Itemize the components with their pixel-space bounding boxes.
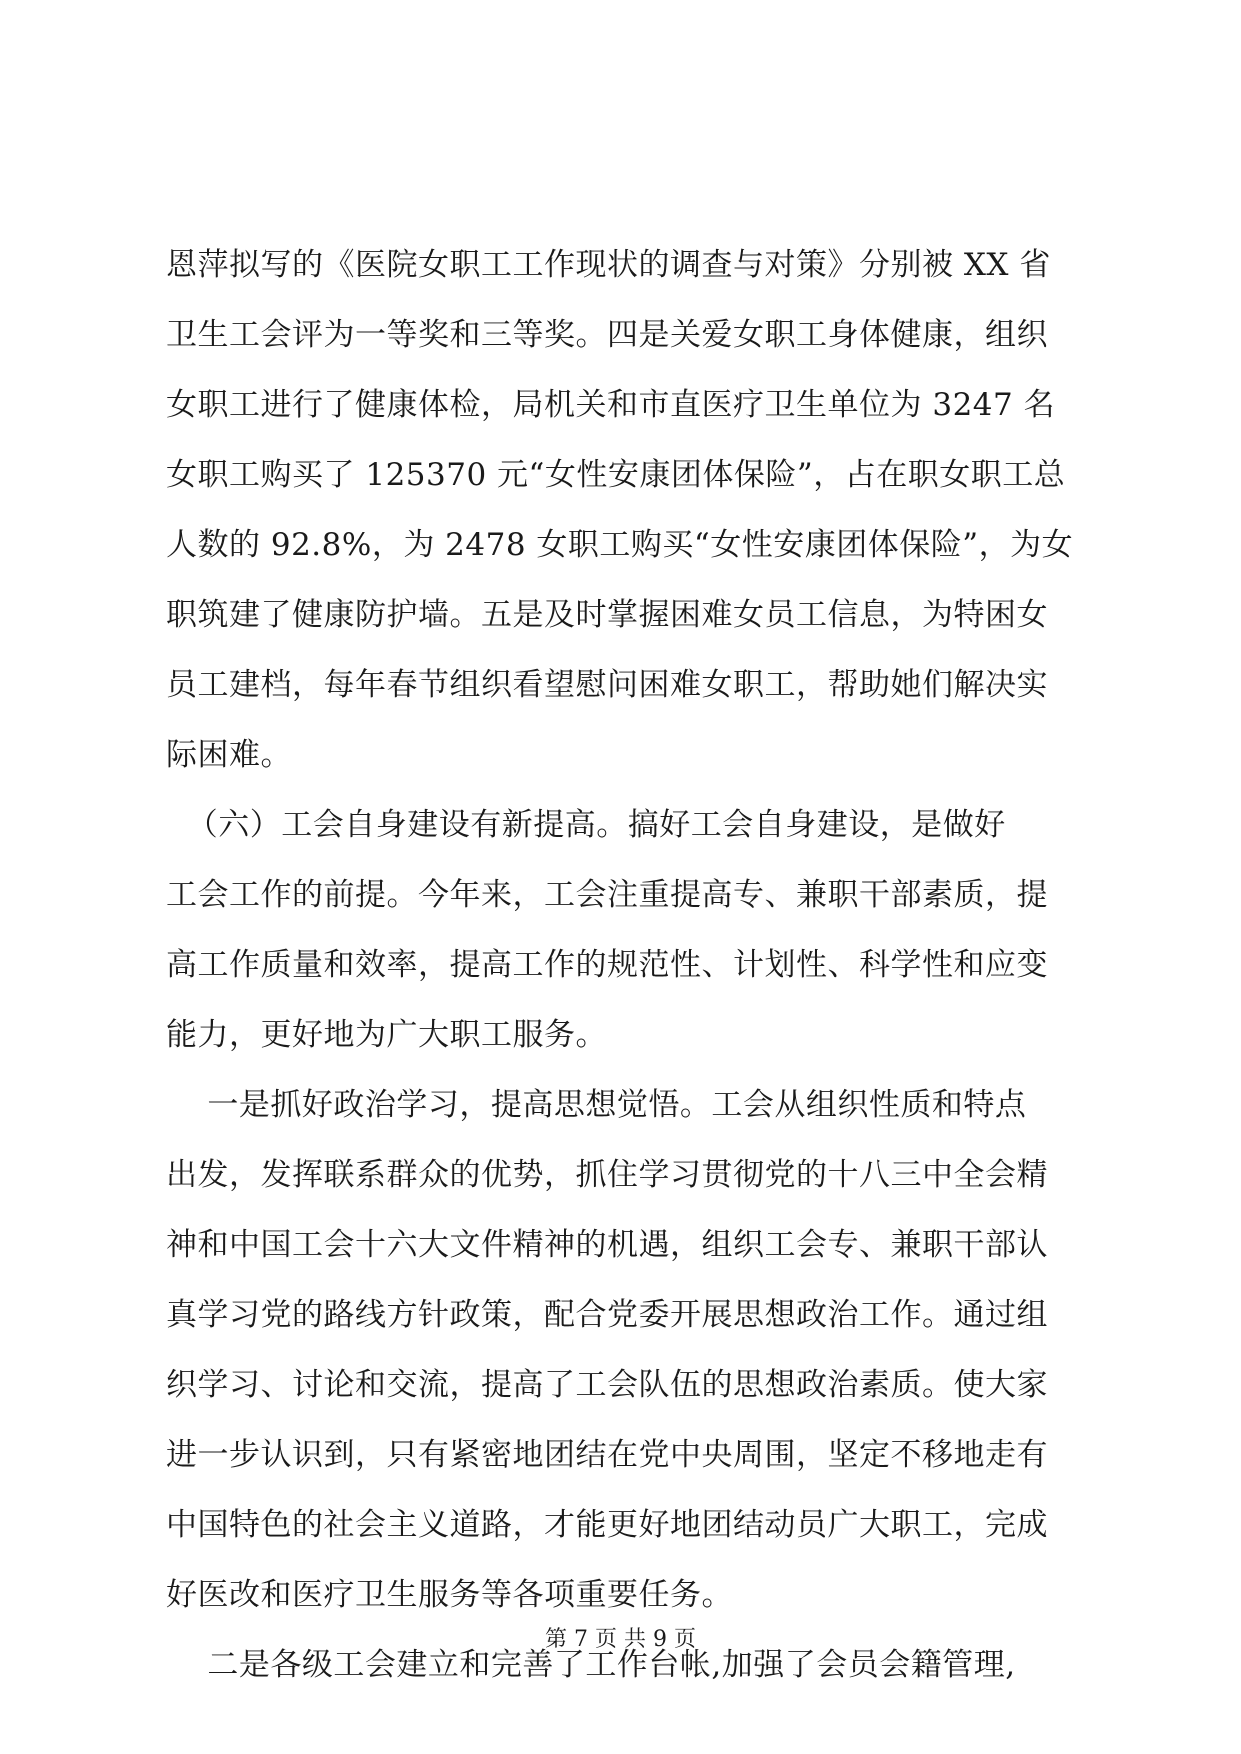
text-line: 际困难。 [166,737,292,773]
text-line: 高工作质量和效率，提高工作的规范性、计划性、科学性和应变 [166,947,1048,983]
text-line: 二是各级工会建立和完善了工作台帐,加强了会员会籍管理, [166,1647,1016,1683]
text-line: （六）工会自身建设有新提高。搞好工会自身建设，是做好 [166,807,1006,843]
text-line: 进一步认识到，只有紧密地团结在党中央周围，坚定不移地走有 [166,1437,1048,1473]
text-line: 神和中国工会十六大文件精神的机遇，组织工会专、兼职干部认 [166,1227,1048,1263]
text-line: 女职工进行了健康体检，局机关和市直医疗卫生单位为 3247 名 [166,387,1056,423]
text-line: 职筑建了健康防护墙。五是及时掌握困难女员工信息，为特困女 [166,597,1048,633]
text-line: 好医改和医疗卫生服务等各项重要任务。 [166,1577,733,1613]
body-text [166,230,1076,1700]
page-number-footer: 第 7 页 共 9 页 [545,1627,696,1652]
text-line: 真学习党的路线方针政策，配合党委开展思想政治工作。通过组 [166,1297,1048,1333]
text-line: 人数的 92.8%，为 2478 女职工购买“女性安康团体保险”，为女 [166,527,1074,563]
text-line: 能力，更好地为广大职工服务。 [166,1017,607,1053]
text-line: 工会工作的前提。今年来，工会注重提高专、兼职干部素质，提 [166,877,1048,913]
text-line: 出发，发挥联系群众的优势，抓住学习贯彻党的十八三中全会精 [166,1157,1048,1193]
text-line: 一是抓好政治学习，提高思想觉悟。工会从组织性质和特点 [166,1087,1027,1123]
text-line: 女职工购买了 125370 元“女性安康团体保险”，占在职女职工总 [166,457,1066,493]
text-line: 卫生工会评为一等奖和三等奖。四是关爱女职工身体健康，组织 [166,317,1048,353]
text-line: 员工建档，每年春节组织看望慰问困难女职工，帮助她们解决实 [166,667,1048,703]
text-line: 恩萍拟写的《医院女职工工作现状的调查与对策》分别被 XX 省 [166,247,1051,283]
text-line: 中国特色的社会主义道路，才能更好地团结动员广大职工，完成 [166,1507,1048,1543]
text-line: 织学习、讨论和交流，提高了工会队伍的思想政治素质。使大家 [166,1367,1048,1403]
